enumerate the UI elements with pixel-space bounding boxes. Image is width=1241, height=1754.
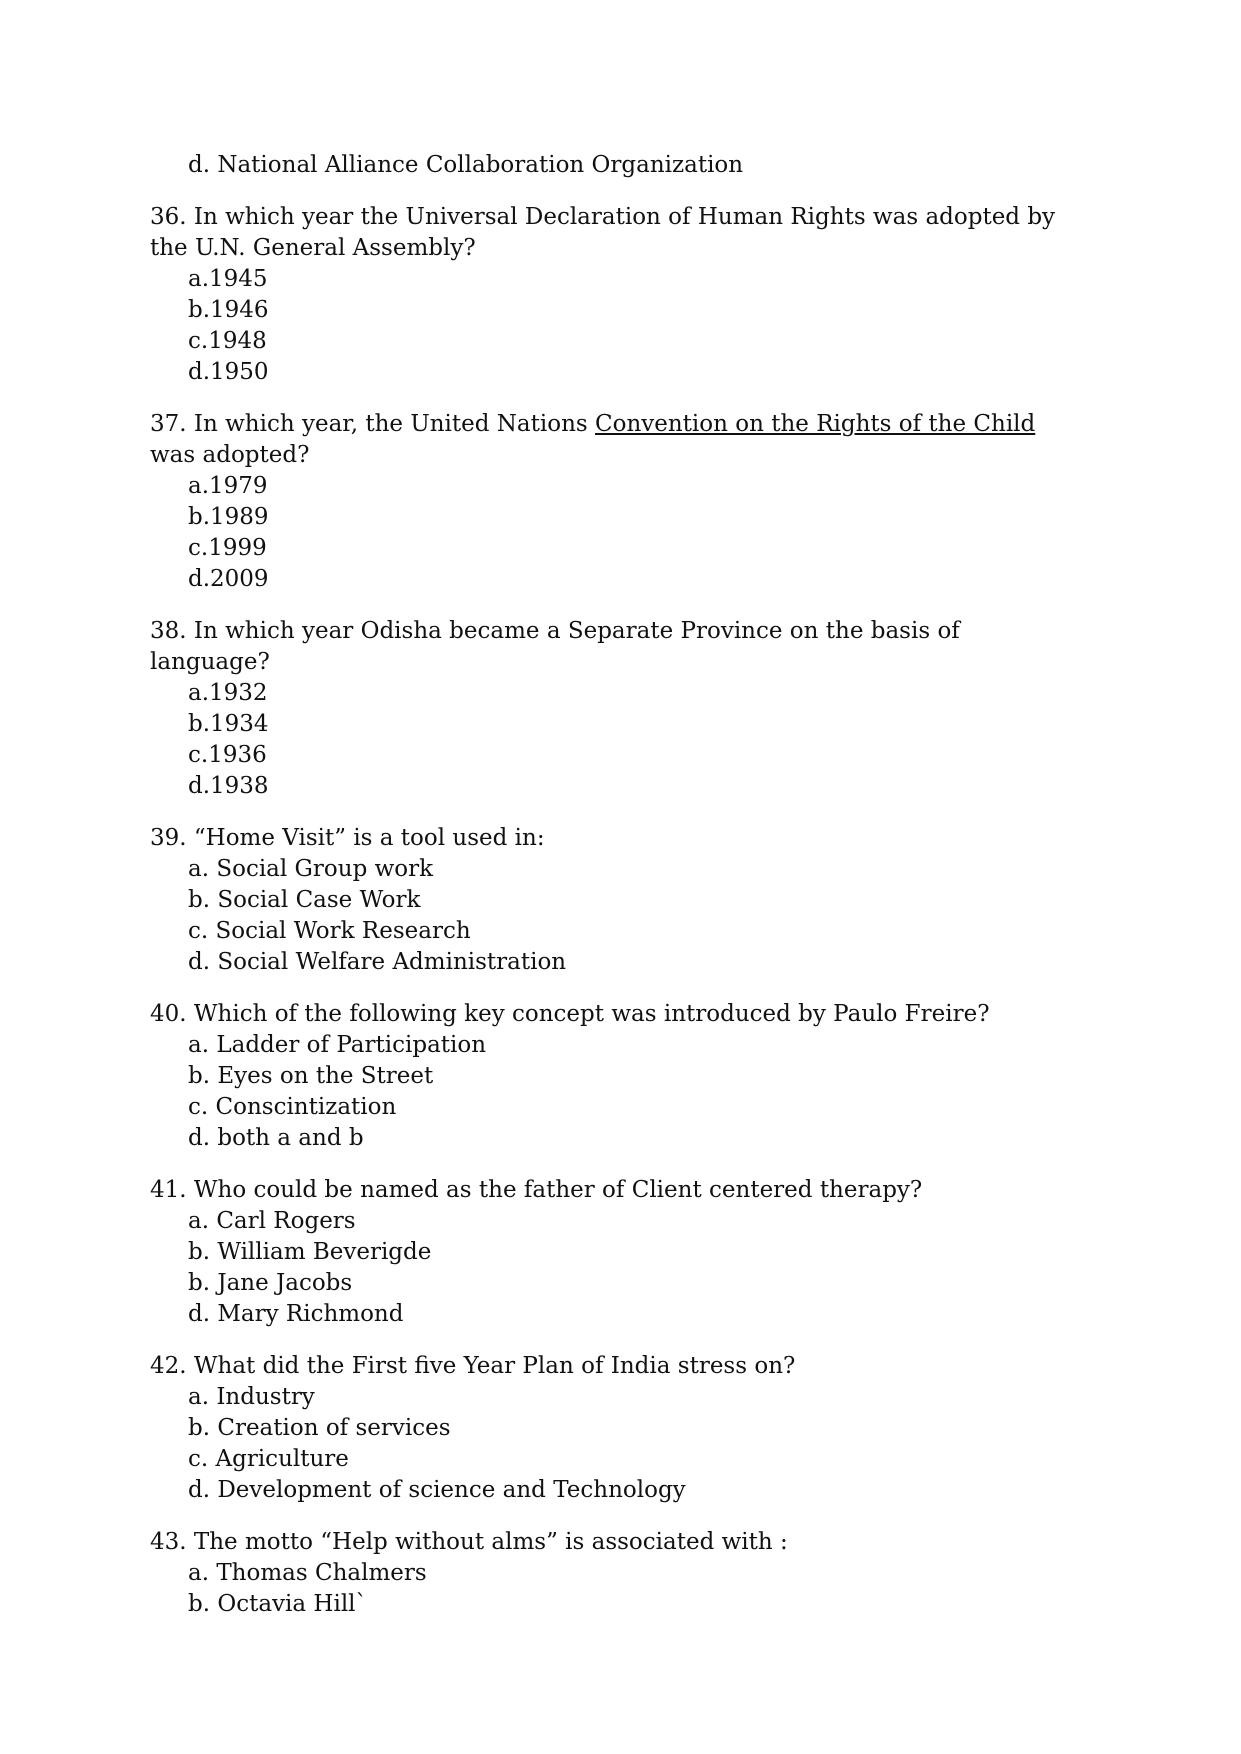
option-item: a. Carl Rogers: [188, 1208, 356, 1234]
question-stem: 42. What did the First five Year Plan of India stress on?: [150, 1353, 796, 1379]
question-37: [150, 409, 1070, 595]
leading-option: d. National Alliance Collaboration Organization: [188, 152, 744, 178]
question-38: [150, 616, 1070, 802]
option-list: [150, 471, 1070, 595]
question-stem: 43. The motto “Help without alms” is associated with :: [150, 1529, 788, 1555]
question-36: [150, 202, 1070, 388]
question-stem: 40. Which of the following key concept was introduced by Paulo Freire?: [150, 1001, 990, 1027]
option-item: b. Jane Jacobs: [188, 1270, 353, 1296]
option-item: c. Social Work Research: [188, 918, 471, 944]
option-item: b.1946: [188, 297, 269, 323]
option-item: b.1989: [188, 504, 269, 530]
option-item: b. Creation of services: [188, 1415, 451, 1441]
option-list: [150, 854, 1070, 978]
question-41: [150, 1175, 1070, 1330]
option-item: a.1945: [188, 266, 268, 292]
question-stem: 41. Who could be named as the father of Client centered therapy?: [150, 1177, 923, 1203]
option-list: [150, 1382, 1070, 1506]
option-item: a. Thomas Chalmers: [188, 1560, 427, 1586]
option-item: b. Eyes on the Street: [188, 1063, 434, 1089]
option-item: b. Octavia Hill`: [188, 1591, 368, 1617]
option-item: d.2009: [188, 566, 269, 592]
option-item: a.1979: [188, 473, 268, 499]
question-stem: 39. “Home Visit” is a tool used in:: [150, 825, 545, 851]
question-stem: 38. In which year Odisha became a Separate Province on the basis of language?: [150, 618, 960, 675]
option-list: [150, 678, 1070, 802]
underlined-convention-title: Convention on the Rights of the Child: [595, 411, 1036, 437]
option-item: a. Industry: [188, 1384, 315, 1410]
option-item: d. Mary Richmond: [188, 1301, 404, 1327]
option-list: [150, 1030, 1070, 1154]
option-list: [150, 1206, 1070, 1330]
option-item: d.1938: [188, 773, 269, 799]
question-list: [150, 150, 1070, 1620]
option-item: d. Social Welfare Administration: [188, 949, 567, 975]
option-item: c. Conscintization: [188, 1094, 397, 1120]
option-item: c. Agriculture: [188, 1446, 349, 1472]
option-item: c.1936: [188, 742, 267, 768]
question-43: [150, 1527, 1070, 1620]
option-item: c.1948: [188, 328, 267, 354]
option-item: b.1934: [188, 711, 269, 737]
question-stem-start: 37. In which year, the United Nations: [150, 411, 595, 437]
question-40: [150, 999, 1070, 1154]
option-item: b. William Beverigde: [188, 1239, 432, 1265]
question-stem-end: was adopted?: [150, 442, 310, 468]
option-item: a. Social Group work: [188, 856, 434, 882]
option-list: [150, 264, 1070, 388]
question-42: [150, 1351, 1070, 1506]
option-item: a.1932: [188, 680, 268, 706]
question-stem: 36. In which year the Universal Declaration of Human Rights was adopted by the U.N. General Assembly?: [150, 204, 1056, 261]
option-item: c.1999: [188, 535, 267, 561]
option-item: d.1950: [188, 359, 269, 385]
option-item: d. Development of science and Technology: [188, 1477, 686, 1503]
option-item: a. Ladder of Participation: [188, 1032, 487, 1058]
option-item: d. both a and b: [188, 1125, 364, 1151]
option-item: b. Social Case Work: [188, 887, 421, 913]
question-39: [150, 823, 1070, 978]
option-list: [150, 1558, 1070, 1620]
question-stem: [150, 409, 1070, 471]
